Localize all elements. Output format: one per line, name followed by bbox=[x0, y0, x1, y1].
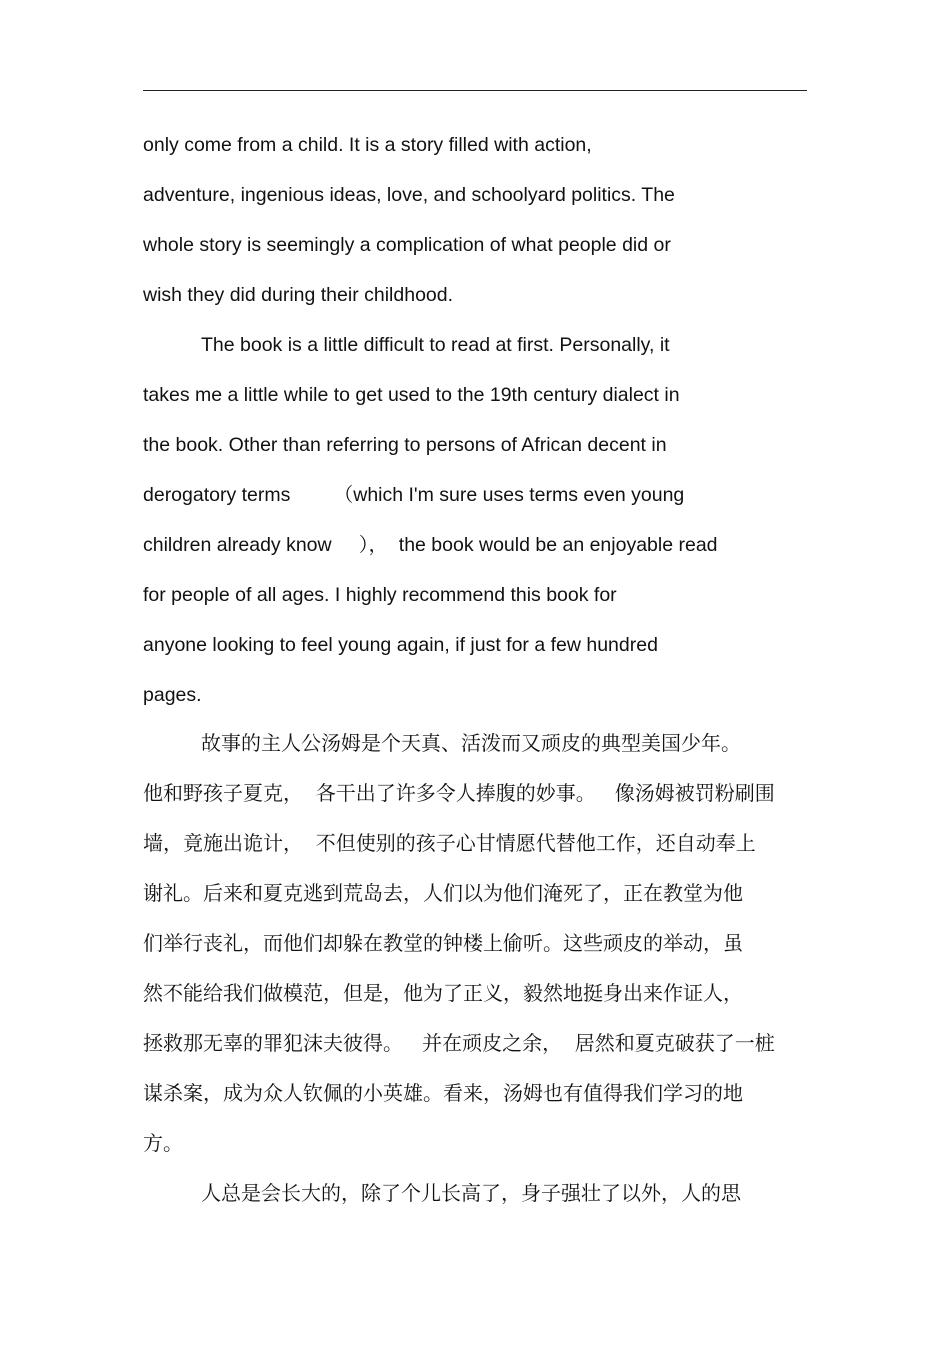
text-line: derogatory terms （which I'm sure uses terms even young bbox=[143, 484, 685, 506]
text-line: only come from a child. It is a story filled with action, bbox=[143, 134, 592, 156]
text-line: anyone looking to feel young again, if just for a few hundred bbox=[143, 634, 658, 656]
text-line: pages. bbox=[143, 684, 202, 706]
paragraph-first-line: 故事的主人公汤姆是个天真、活泼而又顽皮的典型美国少年。 bbox=[201, 731, 741, 755]
paragraph-first-line: The book is a little difficult to read at first. Personally, it bbox=[201, 334, 670, 356]
text-line: adventure, ingenious ideas, love, and schoolyard politics. The bbox=[143, 184, 675, 206]
text-line: 然不能给我们做模范，但是，他为了正义，毅然地挺身出来作证人， bbox=[143, 981, 743, 1005]
paragraph-first-line: 人总是会长大的，除了个儿长高了，身子强壮了以外，人的思 bbox=[201, 1181, 741, 1205]
text-line: 拯救那无辜的罪犯沫夫彼得。 并在顽皮之余， 居然和夏克破获了一桩 bbox=[143, 1031, 775, 1055]
text-line: 方。 bbox=[143, 1131, 183, 1155]
text-line: 谢礼。后来和夏克逃到荒岛去，人们以为他们淹死了，正在教堂为他 bbox=[143, 881, 743, 905]
text-line: 他和野孩子夏克， 各干出了许多令人捧腹的妙事。 像汤姆被罚粉刷围 bbox=[143, 781, 775, 805]
text-line: 墙，竟施出诡计， 不但使别的孩子心甘情愿代替他工作，还自动奉上 bbox=[143, 831, 756, 855]
text-line: whole story is seemingly a complication of what people did or bbox=[143, 234, 671, 256]
text-line: for people of all ages. I highly recommend this book for bbox=[143, 584, 617, 606]
text-line: takes me a little while to get used to the 19th century dialect in bbox=[143, 384, 680, 406]
text-line: 谋杀案，成为众人钦佩的小英雄。看来，汤姆也有值得我们学习的地 bbox=[143, 1081, 743, 1105]
text-line: children already know ）， the book would be an enjoyable read bbox=[143, 534, 718, 556]
text-line: the book. Other than referring to persons of African decent in bbox=[143, 434, 667, 456]
text-line: 们举行丧礼，而他们却躲在教堂的钟楼上偷听。这些顽皮的举动，虽 bbox=[143, 931, 743, 955]
text-line: wish they did during their childhood. bbox=[143, 284, 454, 306]
header-rule bbox=[143, 90, 807, 91]
